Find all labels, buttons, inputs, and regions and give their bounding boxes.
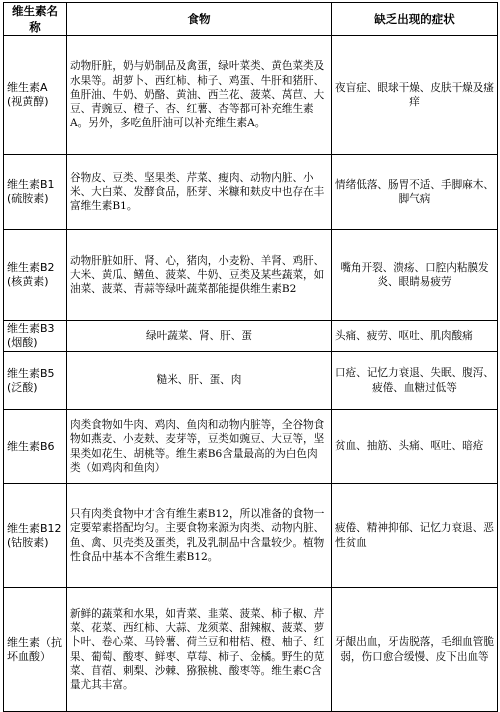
symptom-cell: 夜盲症、眼球干燥、皮肤干燥及瘙痒: [332, 36, 498, 155]
symptom-cell: 口疮、记忆力衰退、失眠、腹泻、疲倦、血糖过低等: [332, 352, 498, 410]
symptom-cell: 情绪低落、肠胃不适、手脚麻木、脚气病: [332, 155, 498, 230]
vitamin-name-cell: 维生素A (视黄醇): [4, 36, 67, 155]
symptom-cell: 疲倦、精神抑郁、记忆力衰退、恶性贫血: [332, 484, 498, 588]
symptom-cell: 嘴角开裂、溃疡、口腔内粘膜发炎、眼睛易疲劳: [332, 230, 498, 321]
vitamin-name-cell: 维生素（抗坏血酸）: [4, 588, 67, 712]
food-cell: 新鲜的蔬菜和水果，如青菜、韭菜、菠菜、柿子椒、芹菜、花菜、西红柿、大蒜、龙须菜、甜辣椒、菠菜、萝卜叶、卷心菜、马铃薯、荷兰豆和柑桔、橙、柚子、红果、葡萄、酸枣、鲜枣、草莓、柿子、金橘。野生的苋菜、苜蓿、刺梨、沙棘、猕猴桃、酸枣等。维生素C含量尤其丰富。: [67, 588, 332, 712]
food-cell: 绿叶蔬菜、肾、肝、蛋: [67, 321, 332, 352]
table-row: [4, 352, 498, 410]
header-food: 食物: [67, 3, 332, 36]
food-cell: 糙米、肝、蛋、肉: [67, 352, 332, 410]
food-cell: 肉类食物如牛肉、鸡肉、鱼肉和动物内脏等，全谷物食物如燕麦、小麦麸、麦芽等，豆类如豌豆、大豆等，坚果类如花生、胡桃等。维生素B6含量最高的为白色肉类（如鸡肉和鱼肉）: [67, 410, 332, 484]
table-row: [4, 230, 498, 321]
food-cell: 动物肝脏如肝、肾、心，猪肉，小麦粉、羊肾、鸡肝、大米、黄瓜、鳝鱼、菠菜、牛奶、豆类及某些蔬菜，如油菜、菠菜、青蒜等绿叶蔬菜都能提供维生素B2: [67, 230, 332, 321]
vitamin-name-cell: 维生素B5 (泛酸): [4, 352, 67, 410]
symptom-cell: 贫血、抽筋、头痛、呕吐、暗疮: [332, 410, 498, 484]
symptom-cell: 头痛、疲劳、呕吐、肌肉酸痛: [332, 321, 498, 352]
food-cell: 谷物皮、豆类、坚果类、芹菜、瘦肉、动物内脏、小米、大白菜、发酵食品，胚芽、米糠和麸皮中也存在丰富维生素B1。: [67, 155, 332, 230]
symptom-cell: 牙龈出血，牙齿脱落，毛细血管脆弱，伤口愈合缓慢、皮下出血等: [332, 588, 498, 712]
header-symptom: 缺乏出现的症状: [332, 3, 498, 36]
food-cell: 动物肝脏，奶与奶制品及禽蛋，绿叶菜类、黄色菜类及水果等。胡萝卜、西红柿、柿子、鸡蛋、牛肝和猪肝、鱼肝油、牛奶、奶酪、黄油、西兰花、菠菜、莴苣、大豆、青豌豆、橙子、杏、红薯、杏等都可补充维生素A。另外，多吃鱼肝油可以补充维生素A。: [67, 36, 332, 155]
table-row: [4, 36, 498, 155]
vitamin-name-cell: 维生素B12 (钴胺素): [4, 484, 67, 588]
vitamin-name-cell: 维生素B2 (核黄素): [4, 230, 67, 321]
header-name: 维生素名称: [4, 3, 67, 36]
table-row: [4, 410, 498, 484]
table-row: [4, 321, 498, 352]
header-row: [4, 3, 498, 36]
table-row: [4, 155, 498, 230]
table-row: [4, 484, 498, 588]
food-cell: 只有肉类食物中才含有维生素B12，所以准备的食物一定要荤素搭配均匀。主要食物来源为肉类、动物内脏、鱼、禽、贝壳类及蛋类，乳及乳制品中含量较少。植物性食品中基本不含维生素B12。: [67, 484, 332, 588]
vitamin-table: [3, 2, 498, 712]
table-row: [4, 588, 498, 712]
vitamin-name-cell: 维生素B3 (烟酸): [4, 321, 67, 352]
vitamin-name-cell: 维生素B6: [4, 410, 67, 484]
vitamin-name-cell: 维生素B1 (硫胺素): [4, 155, 67, 230]
